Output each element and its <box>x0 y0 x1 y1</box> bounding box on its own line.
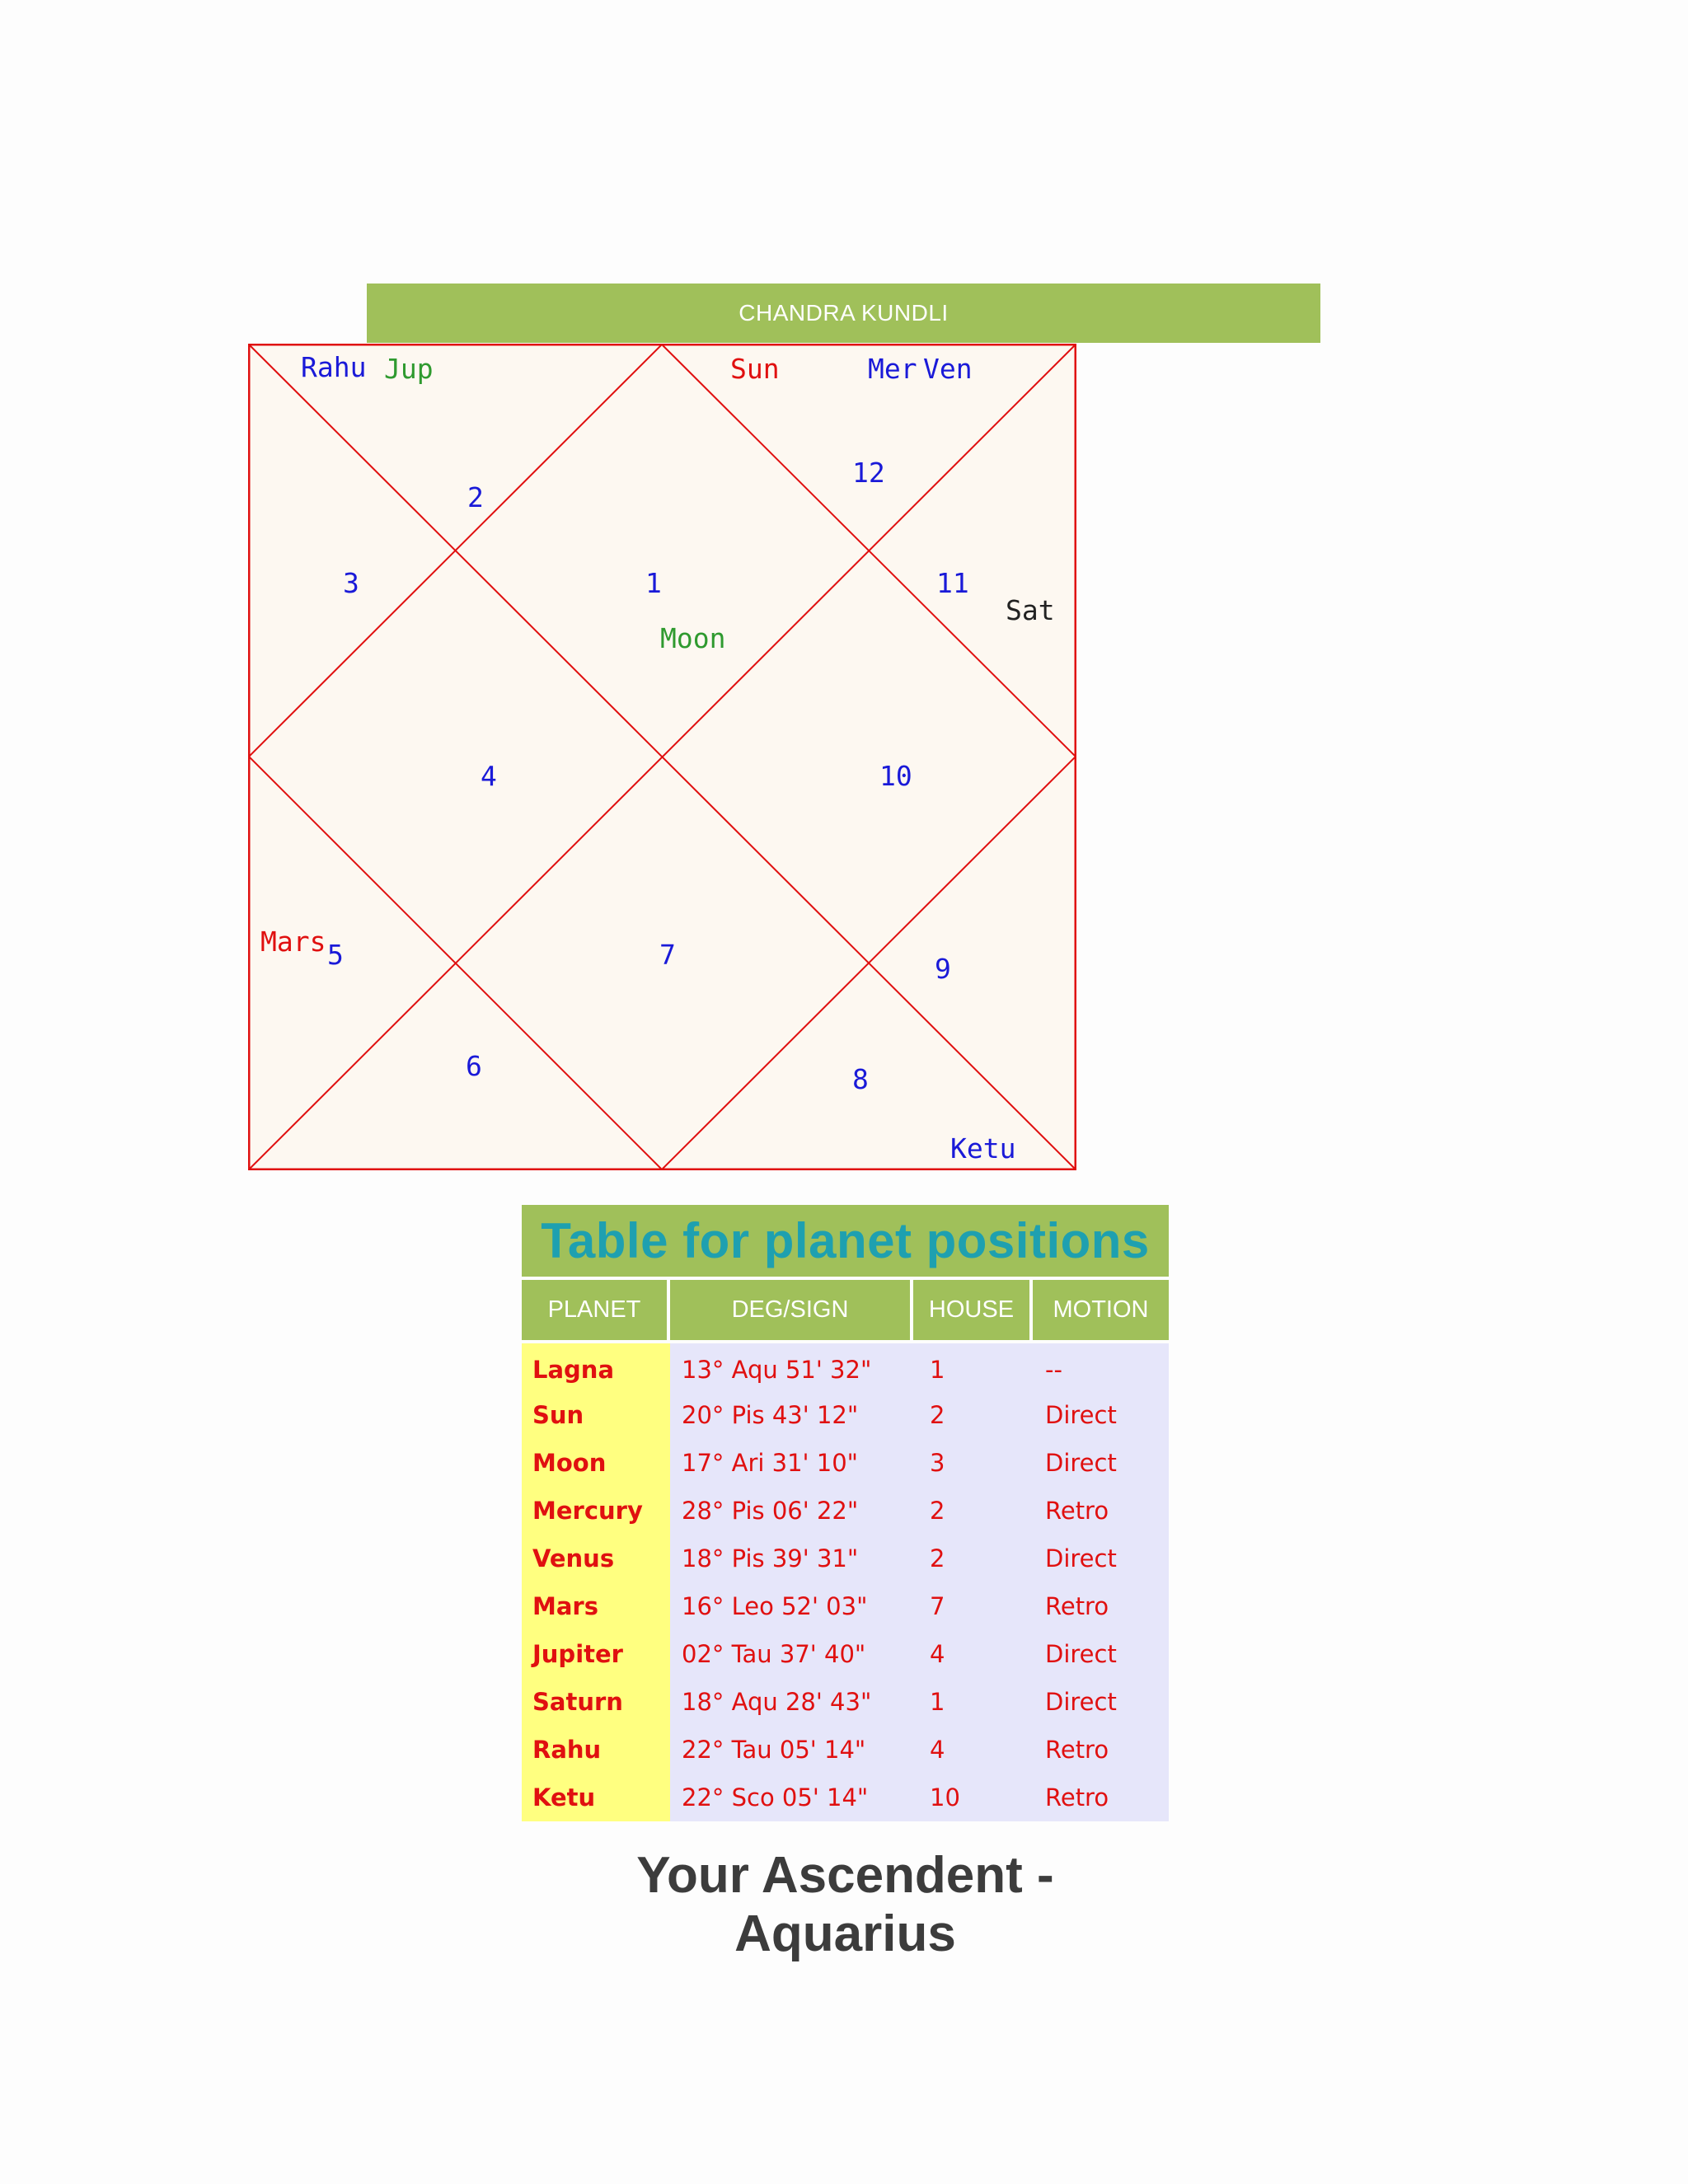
planet-cell: Jupiter <box>522 1630 670 1678</box>
column-header-deg-sign: DEG/SIGN <box>670 1280 913 1340</box>
planet-jupiter: Jup <box>384 353 434 385</box>
house-cell: 4 <box>913 1630 1033 1678</box>
planet-cell: Mars <box>522 1582 670 1630</box>
table-row <box>522 1391 1169 1439</box>
table-row <box>522 1439 1169 1487</box>
house-number: 3 <box>343 567 359 599</box>
house-cell: 2 <box>913 1535 1033 1582</box>
motion-cell: Retro <box>1033 1726 1169 1774</box>
house-cell: 2 <box>913 1487 1033 1535</box>
ascendant-heading: Your Ascendent - Aquarius <box>636 1847 1054 1962</box>
planet-cell: Ketu <box>522 1774 670 1821</box>
planet-cell: Rahu <box>522 1726 670 1774</box>
table-row <box>522 1535 1169 1582</box>
house-cell: 7 <box>913 1582 1033 1630</box>
table-row <box>522 1774 1169 1821</box>
house-cell: 1 <box>913 1678 1033 1726</box>
planet-cell: Mercury <box>522 1487 670 1535</box>
table-row <box>522 1343 1169 1391</box>
house-cell: 10 <box>913 1774 1033 1821</box>
table-title: Table for planet positions <box>522 1205 1169 1277</box>
planet-cell: Venus <box>522 1535 670 1582</box>
motion-cell: Retro <box>1033 1582 1169 1630</box>
motion-cell: -- <box>1033 1343 1169 1391</box>
table-row <box>522 1487 1169 1535</box>
deg-sign-cell: 17° Ari 31' 10" <box>670 1439 913 1487</box>
house-number: 11 <box>936 567 969 599</box>
planet-moon: Moon <box>660 622 726 654</box>
motion-cell: Retro <box>1033 1774 1169 1821</box>
motion-cell: Direct <box>1033 1678 1169 1726</box>
motion-cell: Retro <box>1033 1487 1169 1535</box>
deg-sign-cell: 18° Pis 39' 31" <box>670 1535 913 1582</box>
planet-cell: Moon <box>522 1439 670 1487</box>
chart-title-bar <box>367 284 1320 343</box>
motion-cell: Direct <box>1033 1391 1169 1439</box>
deg-sign-cell: 22° Tau 05' 14" <box>670 1726 913 1774</box>
planet-cell: Lagna <box>522 1343 670 1391</box>
deg-sign-cell: 22° Sco 05' 14" <box>670 1774 913 1821</box>
deg-sign-cell: 02° Tau 37' 40" <box>670 1630 913 1678</box>
deg-sign-cell: 20° Pis 43' 12" <box>670 1391 913 1439</box>
house-cell: 4 <box>913 1726 1033 1774</box>
planet-mars: Mars <box>260 926 326 958</box>
table-row <box>522 1726 1169 1774</box>
planet-cell: Sun <box>522 1391 670 1439</box>
house-number: 5 <box>327 939 344 971</box>
house-cell: 3 <box>913 1439 1033 1487</box>
deg-sign-cell: 18° Aqu 28' 43" <box>670 1678 913 1726</box>
planet-positions-table <box>522 1205 1169 1821</box>
planet-ketu: Ketu <box>950 1132 1016 1165</box>
table-row <box>522 1678 1169 1726</box>
house-number: 9 <box>935 953 951 985</box>
deg-sign-cell: 13° Aqu 51' 32" <box>670 1343 913 1391</box>
table-row <box>522 1582 1169 1630</box>
table-body <box>522 1343 1169 1821</box>
house-number: 10 <box>879 760 912 792</box>
kundli-chart <box>248 344 1076 1170</box>
chart-title: CHANDRA KUNDLI <box>738 300 949 326</box>
table-row <box>522 1630 1169 1678</box>
motion-cell: Direct <box>1033 1535 1169 1582</box>
planet-mercury: Mer <box>868 353 917 385</box>
column-header-house: HOUSE <box>913 1280 1033 1340</box>
planet-sun: Sun <box>730 353 780 385</box>
planet-rahu: Rahu <box>301 351 367 383</box>
house-number: 1 <box>645 567 662 599</box>
kundli-grid <box>248 344 1076 1170</box>
deg-sign-cell: 28° Pis 06' 22" <box>670 1487 913 1535</box>
house-number: 6 <box>466 1050 482 1082</box>
motion-cell: Direct <box>1033 1439 1169 1487</box>
planet-saturn: Sat <box>1006 594 1055 626</box>
house-number: 12 <box>852 457 885 489</box>
house-number: 2 <box>467 481 484 513</box>
column-header-motion: MOTION <box>1033 1280 1169 1340</box>
column-header-planet: PLANET <box>522 1280 670 1340</box>
house-cell: 1 <box>913 1343 1033 1391</box>
house-number: 4 <box>481 760 497 792</box>
deg-sign-cell: 16° Leo 52' 03" <box>670 1582 913 1630</box>
house-number: 7 <box>659 939 676 971</box>
planet-venus: Ven <box>923 353 973 385</box>
planet-cell: Saturn <box>522 1678 670 1726</box>
table-header <box>522 1280 1169 1340</box>
house-cell: 2 <box>913 1391 1033 1439</box>
motion-cell: Direct <box>1033 1630 1169 1678</box>
house-number: 8 <box>852 1063 869 1095</box>
